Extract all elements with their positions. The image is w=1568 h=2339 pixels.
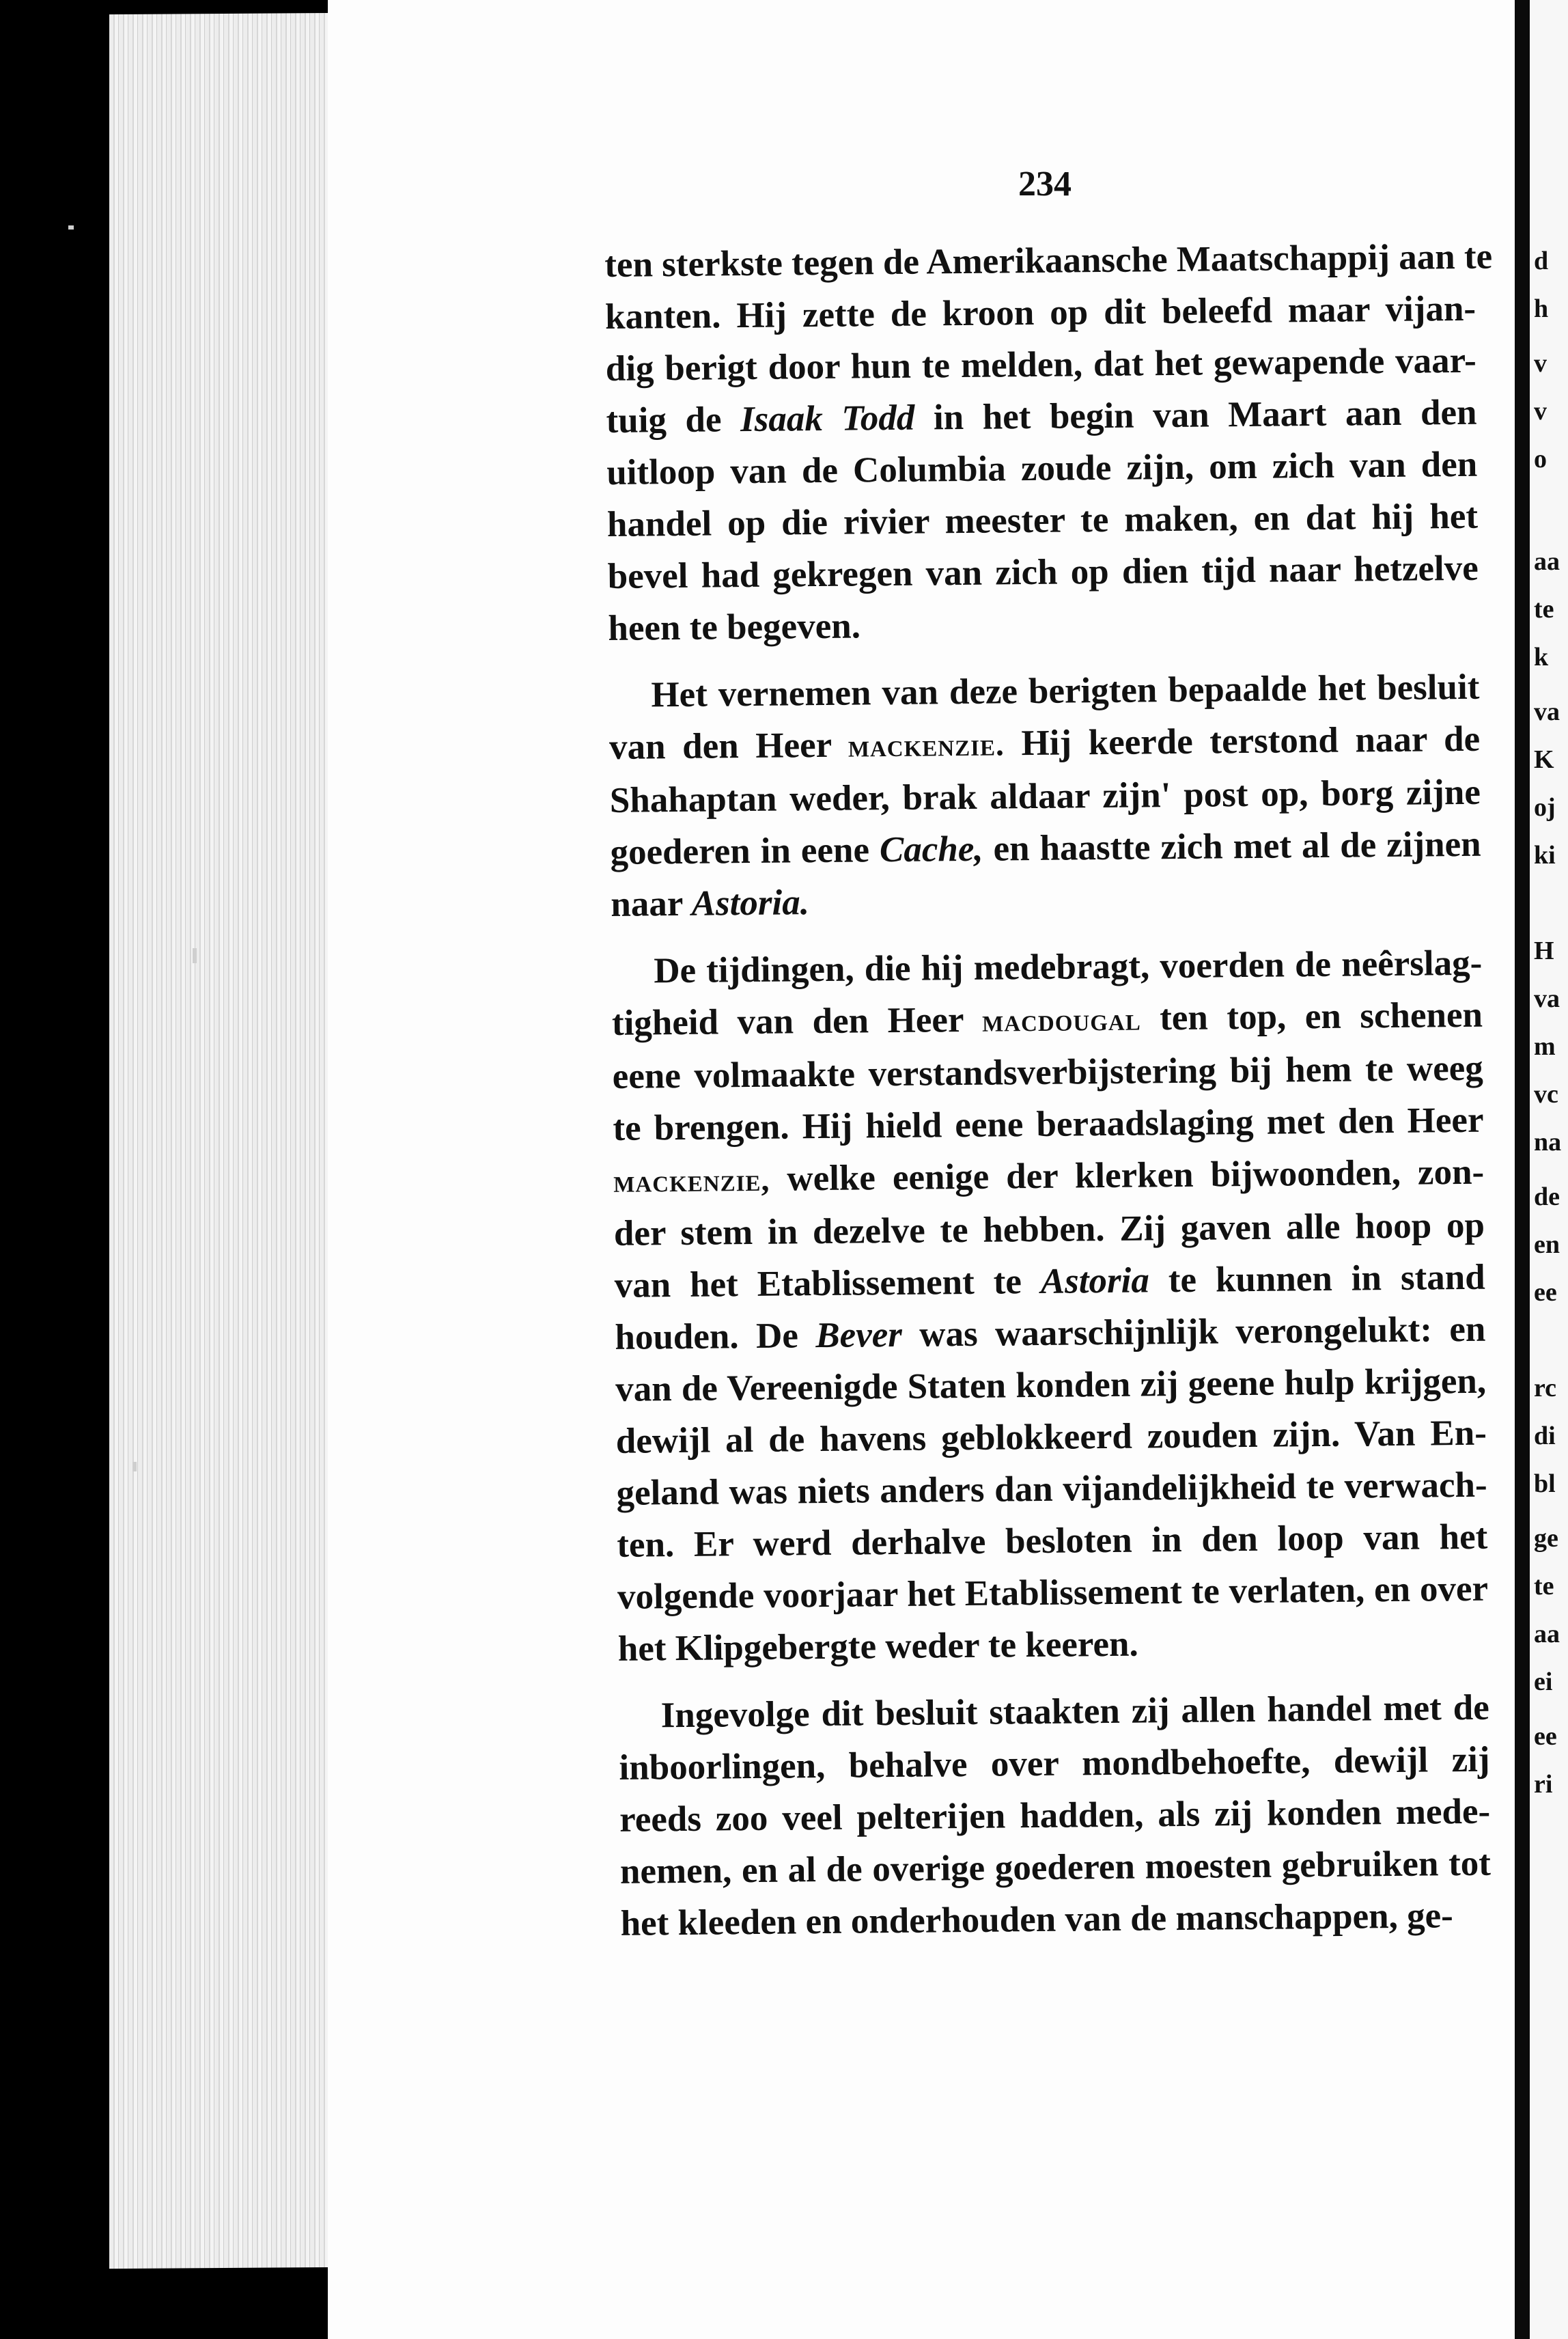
facing-page-fragment: te: [1534, 595, 1554, 624]
facing-page-fragment: h: [1534, 294, 1549, 323]
paragraph: [618, 1682, 1492, 1950]
facing-page-edge: [1530, 0, 1568, 2339]
facing-page-fragment: vc: [1534, 1080, 1558, 1109]
facing-page-fragment: d: [1534, 247, 1549, 275]
text-line: ten. Er werd derhalve besloten in den loop van het: [617, 1517, 1488, 1565]
paragraph: [611, 937, 1489, 1675]
facing-page-fragment: di: [1534, 1422, 1556, 1450]
facing-page-fragment: te: [1534, 1572, 1554, 1601]
facing-page-fragment: en: [1534, 1230, 1560, 1259]
facing-page-fragment: k: [1534, 643, 1549, 672]
stray-mark: [132, 1462, 137, 1471]
facing-page-fragment: ee: [1534, 1722, 1557, 1751]
facing-page-fragment: ei: [1534, 1667, 1553, 1696]
facing-page-fragment: m: [1534, 1032, 1556, 1061]
facing-page-fragment: rc: [1534, 1374, 1557, 1402]
text-line: goederen in eene Cache, en haastte zich met al de zijnen: [610, 824, 1481, 872]
facing-page-fragment: bl: [1534, 1469, 1556, 1498]
text-line: naar Astoria.: [611, 883, 810, 924]
text-line: eene volmaakte verstandsverbijstering bij hem te weeg: [612, 1048, 1483, 1096]
facing-page-fragment: va: [1534, 697, 1560, 726]
text-line: bevel had gekregen van zich op dien tijd naar hetzelve: [607, 548, 1479, 596]
text-line: het kleeden en onderhouden van de manschappen, ge-: [620, 1896, 1454, 1943]
facing-page-fragment: ge: [1534, 1524, 1558, 1553]
facing-page-fragment: na: [1534, 1128, 1562, 1157]
facing-page-fragment: o: [1534, 445, 1547, 473]
text-line: kanten. Hij zette de kroon op dit beleefd maar vijan-: [604, 288, 1476, 337]
facing-page-fragment: v: [1534, 397, 1547, 426]
text-line: ten sterkste tegen de Amerikaansche Maatschappij aan te: [604, 236, 1493, 285]
text-line: reeds zoo veel pelterijen hadden, als zij konden mede-: [619, 1791, 1491, 1840]
text-line: dewijl al de havens geblokkeerd zouden zijn. Van En-: [615, 1413, 1487, 1461]
text-line: tigheid van den Heer macdougal ten top, en schenen: [611, 995, 1483, 1043]
text-line: handel op die rivier meester te maken, en dat hij het: [606, 496, 1479, 544]
book-page-edges: [109, 13, 341, 2269]
text-line: inboorlingen, behalve over mondbehoefte, dewijl zij: [619, 1739, 1490, 1788]
stray-mark: [68, 225, 74, 230]
facing-page-fragment: aa: [1534, 1620, 1560, 1648]
text-line: der stem in dezelve te hebben. Zij gaven alle hoop op: [613, 1205, 1485, 1254]
facing-page-fragment: K: [1534, 745, 1554, 774]
text-line: nemen, en al de overige goederen moesten gebruiken tot: [619, 1843, 1492, 1892]
text-line: het Klipgebergte weder te keeren.: [617, 1624, 1138, 1669]
text-line: volgende voorjaar het Etablissement te verlaten, en over: [617, 1568, 1489, 1617]
text-line: geland was niets anders dan vijandelijkheid te verwach-: [616, 1465, 1487, 1513]
text-line: dig berigt door hun te melden, dat het gewapende vaar-: [605, 340, 1477, 389]
text-line: Ingevolge dit besluit staakten zij allen handel met de: [660, 1687, 1489, 1736]
facing-page-fragment: aa: [1534, 547, 1560, 576]
facing-page-fragment: de: [1534, 1182, 1560, 1211]
facing-page-fragment: ee: [1534, 1278, 1557, 1307]
facing-page-fragment: va: [1534, 984, 1560, 1013]
stray-mark: [193, 948, 197, 963]
text-line: uitloop van de Columbia zoude zijn, om zich van den: [606, 444, 1478, 493]
text-line: houden. De Bever was waarschijnlijk verongelukt: en: [615, 1309, 1486, 1357]
facing-page-fragment: oj: [1534, 793, 1556, 822]
text-line: van de Vereenigde Staten konden zij geene hulp krijgen,: [615, 1361, 1487, 1409]
text-line: mackenzie, welke eenige der klerken bijwoonden, zon-: [613, 1152, 1485, 1200]
text-line: Het vernemen van deze berigten bepaalde het besluit: [651, 667, 1480, 715]
text-line: Shahaptan weder, brak aldaar zijn' post op, borg zijne: [609, 772, 1481, 820]
text-line: heen te begeven.: [608, 606, 861, 648]
paragraph: [604, 231, 1493, 654]
page-number: 234: [1018, 165, 1072, 204]
text-line: van den Heer mackenzie. Hij keerde terstond naar de: [608, 719, 1481, 767]
facing-page-fragment: ki: [1534, 841, 1556, 870]
text-line: te brengen. Hij hield eene beraadslaging met den Heer: [613, 1100, 1484, 1148]
text-line: De tijdingen, die hij medebragt, voerden de neêrslag-: [654, 943, 1483, 991]
facing-page-fragment: ri: [1534, 1770, 1553, 1799]
page-text: [604, 231, 1492, 1950]
book-gutter: [1515, 0, 1530, 2339]
paragraph: [608, 661, 1482, 930]
facing-page-fragment: v: [1534, 349, 1547, 378]
text-line: van het Etablissement te Astoria te kunnen in stand: [614, 1257, 1485, 1305]
facing-page-fragment: H: [1534, 937, 1554, 965]
text-line: tuig de Isaak Todd in het begin van Maart aan den: [606, 392, 1477, 441]
